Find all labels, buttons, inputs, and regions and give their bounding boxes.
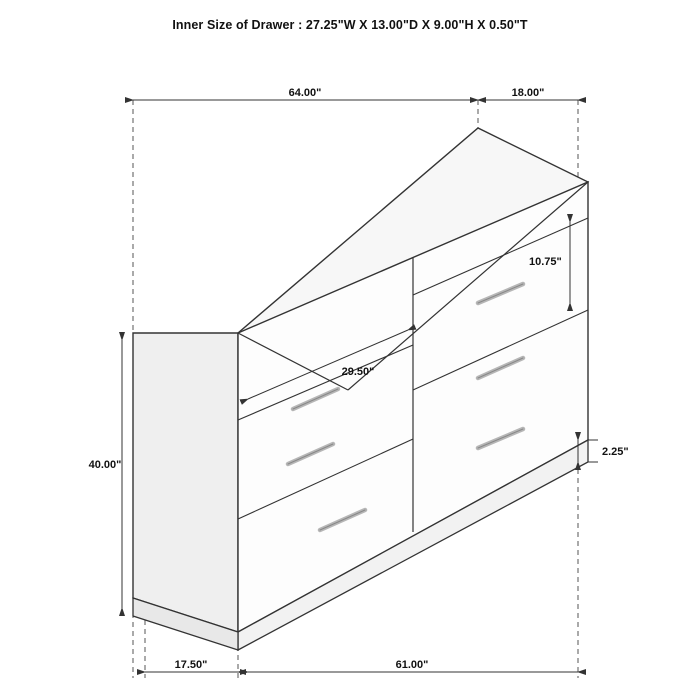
label-base-height: 2.25" [602,446,629,458]
page-title: Inner Size of Drawer : 27.25"W X 13.00"D X 9.00"H X 0.50"T [172,18,528,32]
label-total-height: 40.00" [88,459,122,471]
label-base-width: 61.00" [395,659,429,671]
label-base-depth: 17.50" [174,659,208,671]
label-top-width: 64.00" [288,87,322,99]
label-drawer-height: 10.75" [529,256,562,268]
dresser-left-side [133,333,238,632]
label-inner-width: 29.50" [341,366,375,378]
label-top-depth: 18.00" [511,87,545,99]
